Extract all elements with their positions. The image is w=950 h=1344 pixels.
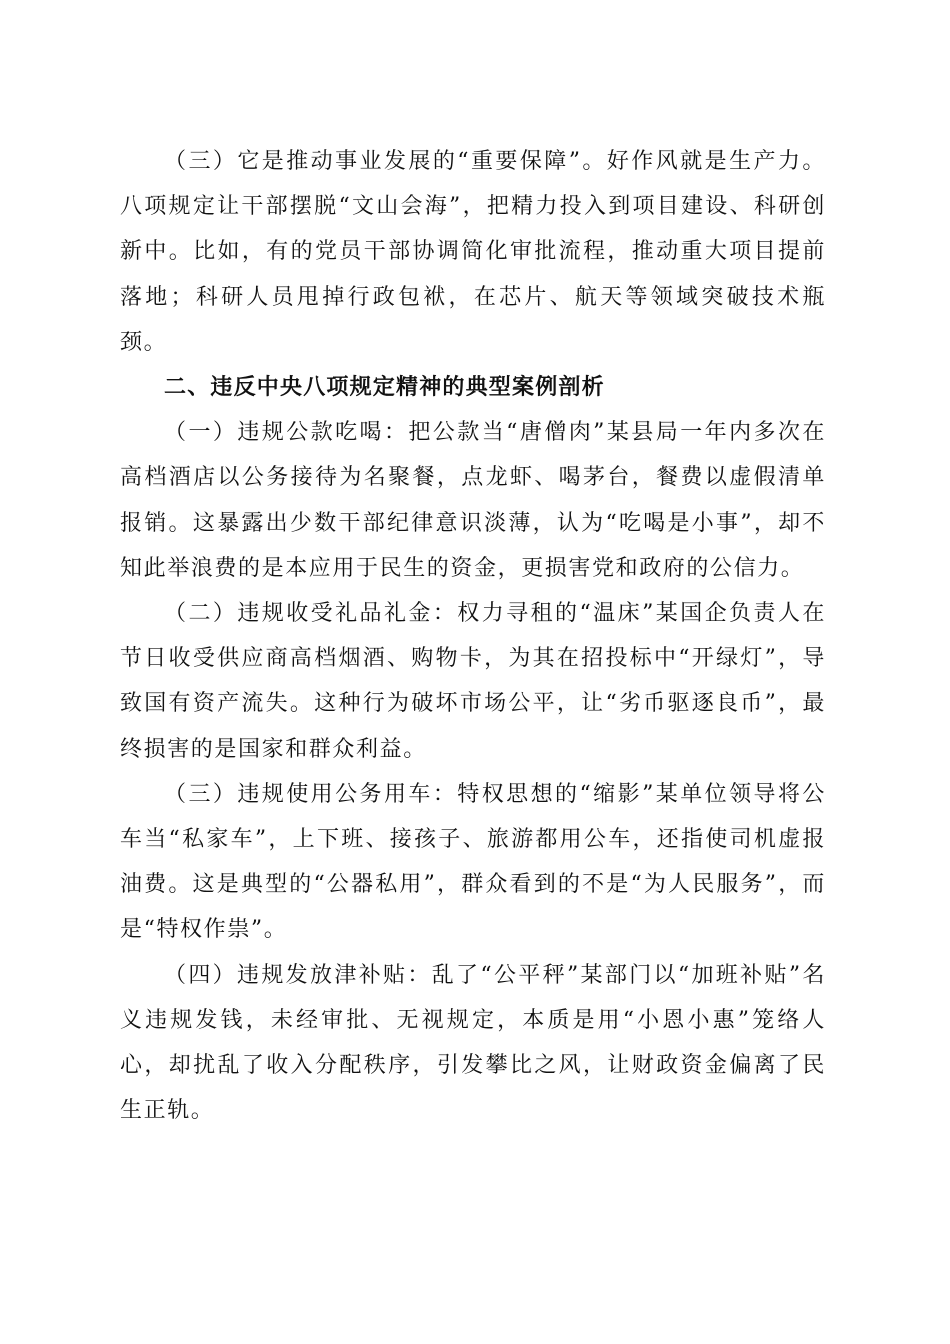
paragraph-case-1: （一）违规公款吃喝：把公款当“唐僧肉”某县局一年内多次在高档酒店以公务接待为名聚餐，点龙虾、喝茅台，餐费以虚假清单报销。这暴露出少数干部纪律意识淡薄，认为“吃喝是小事”，却不知此举浪费的是本应用于民生的资金，更损害党和政府的公信力。 — [120, 420, 826, 581]
document-body — [120, 139, 826, 1133]
paragraph-case-3: （三）违规使用公务用车：特权思想的“缩影”某单位领导将公车当“私家车”，上下班、接孩子、旅游都用公车，还指使司机虚报油费。这是典型的“公器私用”，群众看到的不是“为人民服务”，而是“特权作祟”。 — [120, 781, 826, 943]
section-heading-2: 二、违反中央八项规定精神的典型案例剖析 — [164, 375, 605, 401]
paragraph-importance-3: （三）它是推动事业发展的“重要保障”。好作风就是生产力。八项规定让干部摆脱“文山会海”，把精力投入到项目建设、科研创新中。比如，有的党员干部协调简化审批流程，推动重大项目提前落地；科研人员甩掉行政包袱，在芯片、航天等领域突破技术瓶颈。 — [120, 149, 826, 355]
paragraph-case-2: （二）违规收受礼品礼金：权力寻租的“温床”某国企负责人在节日收受供应商高档烟酒、购物卡，为其在招投标中“开绿灯”，导致国有资产流失。这种行为破坏市场公平，让“劣币驱逐良币”，最终损害的是国家和群众利益。 — [120, 601, 826, 762]
paragraph-case-4: （四）违规发放津补贴：乱了“公平秤”某部门以“加班补贴”名义违规发钱，未经审批、无视规定，本质是用“小恩小惠”笼络人心，却扰乱了收入分配秩序，引发攀比之风，让财政资金偏离了民生正轨。 — [120, 962, 826, 1124]
